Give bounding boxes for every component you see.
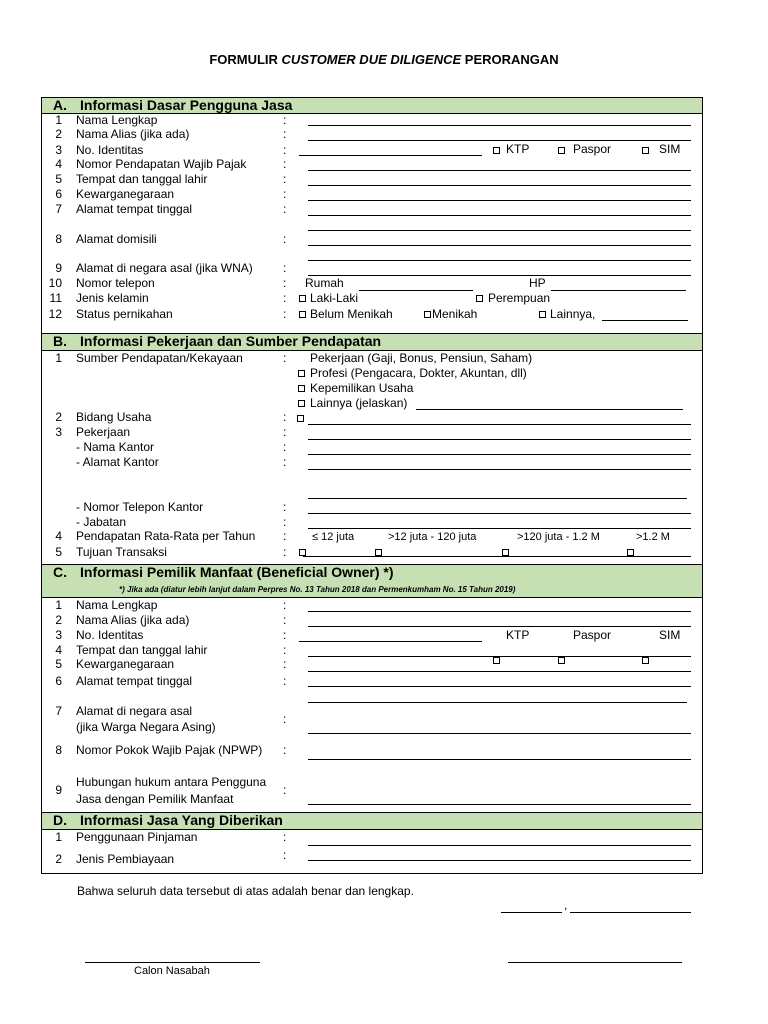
date-comma: , [564, 898, 568, 912]
bo-kewarganegaraan-field[interactable] [308, 671, 691, 672]
income-checkbox-4[interactable] [627, 549, 634, 556]
source-lainnya-checkbox[interactable] [298, 400, 305, 407]
section-c-note: *) Jika ada (diatur lebih lanjut dalam Perpres No. 13 Tahun 2018 dan Permenkumham No. 15 Tahun 2019) [119, 585, 516, 594]
colon: : [283, 529, 287, 543]
paspor-checkbox[interactable] [558, 147, 565, 154]
colon: : [283, 545, 287, 559]
colon: : [283, 187, 287, 201]
nama-kantor-field[interactable] [308, 454, 691, 455]
colon: : [283, 232, 287, 246]
bo-nama-lengkap-field[interactable] [308, 611, 691, 612]
label-alamat-kantor: - Alamat Kantor [76, 455, 159, 469]
label-alamat-domisili: Alamat domisili [76, 232, 157, 246]
row-num: 8 [55, 743, 62, 757]
kewarganegaraan-field[interactable] [308, 200, 691, 201]
laki-laki-label: Laki-Laki [310, 291, 359, 305]
row-num: 4 [55, 157, 62, 171]
bidang-usaha-checkbox[interactable] [297, 415, 304, 422]
colon: : [283, 127, 287, 141]
label-bo-no-identitas: No. Identitas [76, 628, 144, 642]
source-pekerjaan-label: Pekerjaan (Gaji, Bonus, Pensiun, Saham) [310, 351, 533, 365]
colon: : [283, 113, 287, 127]
income-checkbox-1[interactable] [299, 549, 306, 556]
label-bo-nama-lengkap: Nama Lengkap [76, 598, 158, 612]
bo-no-identitas-field[interactable] [299, 641, 482, 642]
alamat-domisili-field[interactable] [308, 245, 691, 246]
row-num: 11 [49, 291, 62, 305]
officer-signature-line[interactable] [508, 962, 682, 963]
label-bo-nama-alias: Nama Alias (jika ada) [76, 613, 190, 627]
alamat-asal-field[interactable] [308, 275, 691, 276]
bo-paspor-label: Paspor [573, 628, 612, 642]
source-lainnya-label: Lainnya (jelaskan) [310, 396, 408, 410]
bo-ktp-label: KTP [506, 628, 530, 642]
row-num: 1 [55, 598, 62, 612]
row-num: 12 [48, 307, 62, 321]
label-bo-hubungan-2: Jasa dengan Pemilik Manfaat [76, 792, 234, 806]
bo-npwp-field[interactable] [308, 759, 691, 760]
income-checkbox-3[interactable] [502, 549, 509, 556]
colon: : [283, 172, 287, 186]
colon: : [283, 425, 287, 439]
row-num: 7 [55, 704, 62, 718]
row-num: 5 [55, 545, 62, 559]
income-option-3: >120 juta - 1.2 M [517, 531, 600, 543]
phone-home-label: Rumah [305, 276, 344, 290]
section-a-header: A. Informasi Dasar Pengguna Jasa [42, 97, 702, 114]
bo-hubungan-field[interactable] [308, 804, 691, 805]
colon: : [283, 157, 287, 171]
row-num: 2 [55, 613, 62, 627]
lainnya-checkbox[interactable] [539, 311, 546, 318]
tujuan-transaksi-field[interactable] [303, 556, 691, 557]
lainnya-label: Lainnya, [550, 307, 596, 321]
label-bo-kewarganegaraan: Kewarganegaraan [76, 657, 175, 671]
colon: : [283, 410, 287, 424]
label-tempat-tanggal-lahir: Tempat dan tanggal lahir [76, 172, 208, 186]
label-nama-alias: Nama Alias (jika ada) [76, 127, 190, 141]
ktp-option-label: KTP [506, 142, 530, 156]
row-num: 3 [55, 143, 62, 157]
label-bo-hubungan: Hubungan hukum antara Pengguna [76, 775, 267, 789]
bo-paspor-checkbox[interactable] [558, 657, 565, 664]
colon: : [283, 440, 287, 454]
section-d-header: D. Informasi Jasa Yang Diberikan [42, 812, 702, 830]
form-title: FORMULIR CUSTOMER DUE DILIGENCE PERORANGAN [209, 52, 559, 67]
ktp-checkbox[interactable] [493, 147, 500, 154]
laki-laki-checkbox[interactable] [299, 295, 306, 302]
colon: : [283, 143, 287, 157]
label-nomor-telepon: Nomor telepon [76, 276, 155, 290]
row-num: 10 [48, 276, 62, 290]
colon: : [283, 848, 287, 862]
alamat-kantor-field-2[interactable] [308, 498, 687, 499]
label-bidang-usaha: Bidang Usaha [76, 410, 152, 424]
pekerjaan-field[interactable] [308, 439, 691, 440]
penggunaan-pinjaman-field[interactable] [308, 845, 691, 846]
bo-nama-alias-field[interactable] [308, 626, 691, 627]
row-num: 3 [55, 628, 62, 642]
source-profesi-label: Profesi (Pengacara, Dokter, Akuntan, dll) [310, 366, 527, 380]
label-pendapatan: Pendapatan Rata-Rata per Tahun [76, 529, 256, 543]
colon: : [283, 830, 287, 844]
bidang-usaha-field[interactable] [308, 424, 691, 425]
label-sumber-pendapatan: Sumber Pendapatan/Kekayaan [76, 351, 243, 365]
colon: : [283, 515, 287, 529]
colon: : [283, 783, 287, 797]
jenis-pembiayaan-field[interactable] [308, 860, 691, 861]
row-num: 1 [55, 113, 62, 127]
declaration-statement: Bahwa seluruh data tersebut di atas adalah benar dan lengkap. [77, 884, 414, 898]
alamat-tinggal-field-2[interactable] [308, 230, 691, 231]
nama-lengkap-field[interactable] [308, 125, 691, 126]
label-telepon-kantor: - Nomor Telepon Kantor [76, 500, 204, 514]
income-option-1: ≤ 12 juta [312, 531, 355, 543]
bo-sim-label: SIM [659, 628, 681, 642]
row-num: 5 [55, 657, 62, 671]
colon: : [283, 351, 287, 365]
row-num: 6 [55, 674, 62, 688]
applicant-signature-label: Calon Nasabah [134, 965, 210, 977]
colon: : [283, 643, 287, 657]
income-option-4: >1.2 M [636, 531, 670, 543]
row-num: 1 [55, 830, 62, 844]
colon: : [283, 598, 287, 612]
alamat-domisili-field-2[interactable] [308, 260, 691, 261]
colon: : [283, 291, 287, 305]
telepon-kantor-field[interactable] [308, 513, 691, 514]
colon: : [283, 261, 287, 275]
bo-ktp-checkbox[interactable] [493, 657, 500, 664]
alamat-tinggal-field[interactable] [308, 215, 691, 216]
label-npwp: Nomor Pendapatan Wajib Pajak [76, 157, 247, 171]
label-kewarganegaraan: Kewarganegaraan [76, 187, 175, 201]
label-bo-alamat-asal: Alamat di negara asal [76, 704, 193, 718]
row-num: 2 [55, 127, 62, 141]
menikah-label: Menikah [432, 307, 478, 321]
section-b-header: B. Informasi Pekerjaan dan Sumber Pendapatan [42, 333, 702, 351]
colon: : [283, 613, 287, 627]
colon: : [283, 628, 287, 642]
row-num: 9 [55, 261, 62, 275]
row-num: 4 [55, 529, 62, 543]
belum-menikah-checkbox[interactable] [299, 311, 306, 318]
row-num: 8 [55, 232, 62, 246]
bo-sim-checkbox[interactable] [642, 657, 649, 664]
label-bo-tempat-lahir: Tempat dan tanggal lahir [76, 643, 208, 657]
label-alamat-tinggal: Alamat tempat tinggal [76, 202, 193, 216]
income-option-2: >12 juta - 120 juta [388, 531, 477, 543]
perempuan-label: Perempuan [488, 291, 551, 305]
colon: : [283, 276, 287, 290]
place-field[interactable] [501, 912, 562, 913]
row-num: 5 [55, 172, 62, 186]
row-num: 9 [55, 783, 62, 797]
row-num: 1 [55, 351, 62, 365]
label-penggunaan-pinjaman: Penggunaan Pinjaman [76, 830, 198, 844]
colon: : [283, 674, 287, 688]
belum-menikah-label: Belum Menikah [310, 307, 393, 321]
row-num: 2 [55, 852, 62, 866]
date-field[interactable] [570, 912, 691, 913]
phone-hp-label: HP [529, 276, 546, 290]
label-alamat-asal: Alamat di negara asal (jika WNA) [76, 261, 253, 275]
colon: : [283, 455, 287, 469]
label-jenis-pembiayaan: Jenis Pembiayaan [76, 852, 175, 866]
row-num: 2 [55, 410, 62, 424]
label-no-identitas: No. Identitas [76, 143, 144, 157]
perempuan-checkbox[interactable] [476, 295, 483, 302]
nama-alias-field[interactable] [308, 140, 691, 141]
jabatan-field[interactable] [308, 528, 691, 529]
alamat-kantor-field[interactable] [308, 469, 691, 470]
source-profesi-checkbox[interactable] [298, 370, 305, 377]
section-c-header: C. Informasi Pemilik Manfaat (Beneficial Owner) *) *) Jika ada (diatur lebih lanjut dalam Perpres No. 13 Tahun 2018 dan Permenkumham No. 15 Tahun 2019) [42, 564, 702, 598]
label-status-pernikahan: Status pernikahan [76, 307, 173, 321]
colon: : [283, 500, 287, 514]
label-jenis-kelamin: Jenis kelamin [76, 291, 149, 305]
paspor-option-label: Paspor [573, 142, 612, 156]
label-nama-lengkap: Nama Lengkap [76, 113, 158, 127]
label-jabatan: - Jabatan [76, 515, 127, 529]
bo-alamat-asal-field[interactable] [308, 733, 691, 734]
label-bo-npwp: Nomor Pokok Wajib Pajak (NPWP) [76, 743, 263, 757]
sim-checkbox[interactable] [642, 147, 649, 154]
colon: : [283, 743, 287, 757]
telepon-hp-field[interactable] [551, 290, 686, 291]
row-num: 6 [55, 187, 62, 201]
sim-option-label: SIM [659, 142, 681, 156]
row-num: 4 [55, 643, 62, 657]
colon: : [283, 307, 287, 321]
menikah-checkbox[interactable] [424, 311, 431, 318]
label-bo-alamat-tinggal: Alamat tempat tinggal [76, 674, 193, 688]
no-identitas-field[interactable] [299, 155, 482, 156]
row-num: 7 [55, 202, 62, 216]
source-lainnya-field[interactable] [416, 409, 683, 410]
bo-alamat-tinggal-field[interactable] [308, 686, 691, 687]
income-checkbox-2[interactable] [375, 549, 382, 556]
source-usaha-checkbox[interactable] [298, 385, 305, 392]
colon: : [283, 657, 287, 671]
npwp-field[interactable] [308, 170, 691, 171]
row-num: 3 [55, 425, 62, 439]
label-tujuan-transaksi: Tujuan Transaksi [76, 545, 167, 559]
colon: : [283, 202, 287, 216]
label-nama-kantor: - Nama Kantor [76, 440, 155, 454]
status-lainnya-field[interactable] [602, 320, 688, 321]
applicant-signature-line[interactable] [85, 962, 260, 963]
telepon-rumah-field[interactable] [359, 290, 473, 291]
bo-alamat-tinggal-field-2[interactable] [308, 702, 687, 703]
label-bo-alamat-asal-note: (jika Warga Negara Asing) [76, 720, 216, 734]
label-pekerjaan: Pekerjaan [76, 425, 131, 439]
tempat-lahir-field[interactable] [308, 185, 691, 186]
colon: : [283, 712, 287, 726]
source-usaha-label: Kepemilikan Usaha [310, 381, 414, 395]
